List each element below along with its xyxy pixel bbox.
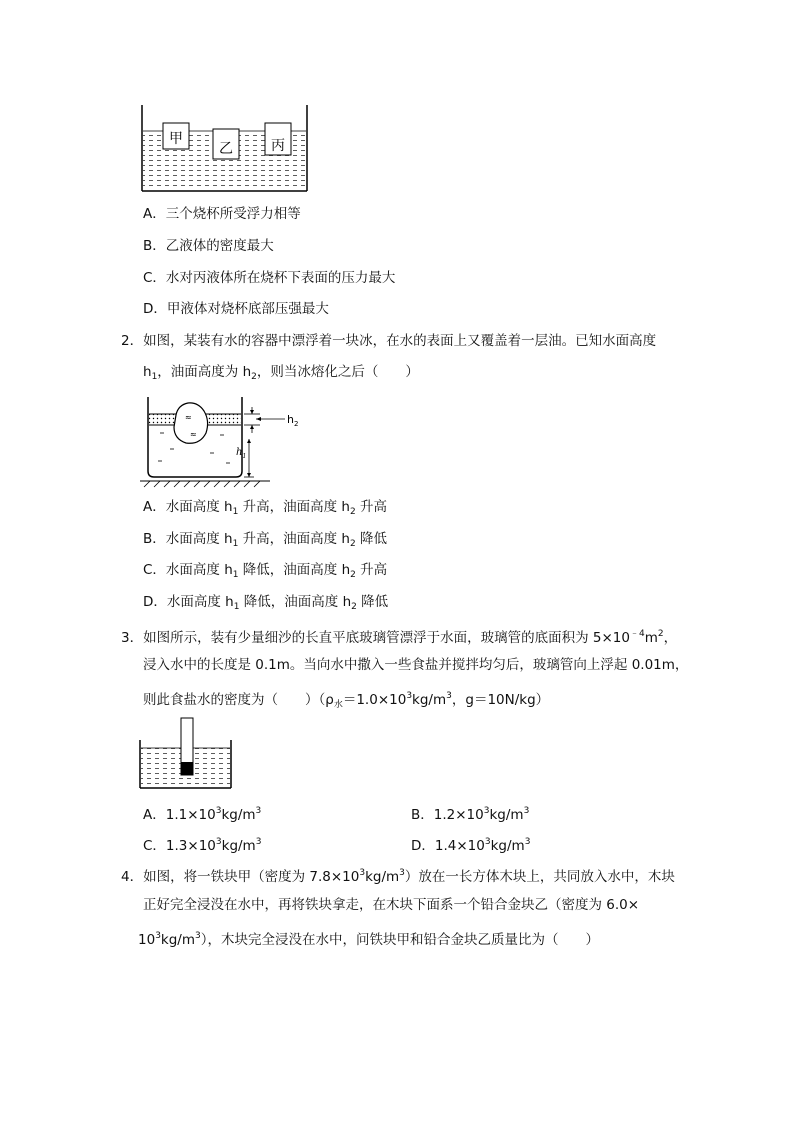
figure-floating-tube bbox=[138, 716, 234, 791]
q3-option-b: B．$1.2\times 10^3kg/m^3$ bbox=[411, 806, 530, 823]
beaker-label-jia: 甲 bbox=[169, 131, 183, 147]
q2-option-d: D．水面高度 $h_1$ 降低，油面高度 $h_2$ 降低 bbox=[143, 594, 389, 612]
q3-option-d: D．$1.4\times 10^3kg/m^3$ bbox=[411, 837, 531, 854]
svg-text:≈: ≈ bbox=[190, 430, 197, 439]
q3-option-c: C．$1.3\times 10^3kg/m^3$ bbox=[143, 837, 262, 854]
q1-option-a: A．三个烧杯所受浮力相等 bbox=[143, 206, 301, 222]
q4-stem-line2: 正好完全浸没在水中，再将铁块拿走，在木块下面系一个铅合金块乙（密度为 6.0× bbox=[143, 897, 640, 913]
q2-option-a: A．水面高度 $h_1$ 升高，油面高度 $h_2$ 升高 bbox=[143, 499, 387, 517]
q2-stem-line2: $h_1$，油面高度为 $h_2$，则当冰熔化之后（ ） bbox=[143, 364, 419, 382]
beaker-label-yi: 乙 bbox=[219, 141, 233, 157]
svg-text:≈: ≈ bbox=[185, 413, 192, 422]
q2-option-b: B．水面高度 $h_1$ 升高，油面高度 $h_2$ 降低 bbox=[143, 531, 388, 549]
q3-option-a: A．$1.1\times 10^3kg/m^3$ bbox=[143, 806, 262, 823]
q2-option-c: C．水面高度 $h_1$ 降低，油面高度 $h_2$ 升高 bbox=[143, 562, 388, 580]
q4-stem-line1: 4．如图，将一铁块甲（密度为 $7.8\times 10^3kg/m^3$）放在一长方体木块上，共同放入水中，木块 bbox=[121, 868, 675, 885]
q3-stem-line3: 则此食盐水的密度为（ ）（$\rho_水=1.0\times 10^3kg/m^3$，g＝10N/kg） bbox=[143, 691, 550, 710]
svg-text:h2: $h_2$ bbox=[287, 413, 299, 428]
q1-option-b: B．乙液体的密度最大 bbox=[143, 238, 274, 254]
q3-stem-line1: 3．如图所示，装有少量细沙的长直平底玻璃管漂浮于水面，玻璃管的底面积为 $5\times 10^{﹣4}m^2$， bbox=[121, 629, 678, 646]
q1-option-c: C．水对丙液体所在烧杯下表面的压力最大 bbox=[143, 270, 396, 286]
q1-option-d: D．甲液体对烧杯底部压强最大 bbox=[143, 301, 329, 317]
q2-stem-line1: 2．如图，某装有水的容器中漂浮着一块冰，在水的表面上又覆盖着一层油。已知水面高度 bbox=[121, 333, 657, 349]
beaker-label-bing: 丙 bbox=[271, 138, 285, 154]
figure-three-beakers bbox=[140, 103, 310, 193]
figure-ice-oil-water bbox=[140, 393, 310, 488]
q3-stem-line2: 浸入水中的长度是 0.1m。当向水中撒入一些食盐并搅拌均匀后，玻璃管向上浮起 0.01m， bbox=[143, 657, 689, 673]
svg-text:h1: $h_1$ bbox=[236, 447, 247, 460]
q4-stem-line3: $10^3kg/m^3$），木块完全浸没在水中，问铁块甲和铅合金块乙质量比为（ ） bbox=[138, 931, 599, 948]
